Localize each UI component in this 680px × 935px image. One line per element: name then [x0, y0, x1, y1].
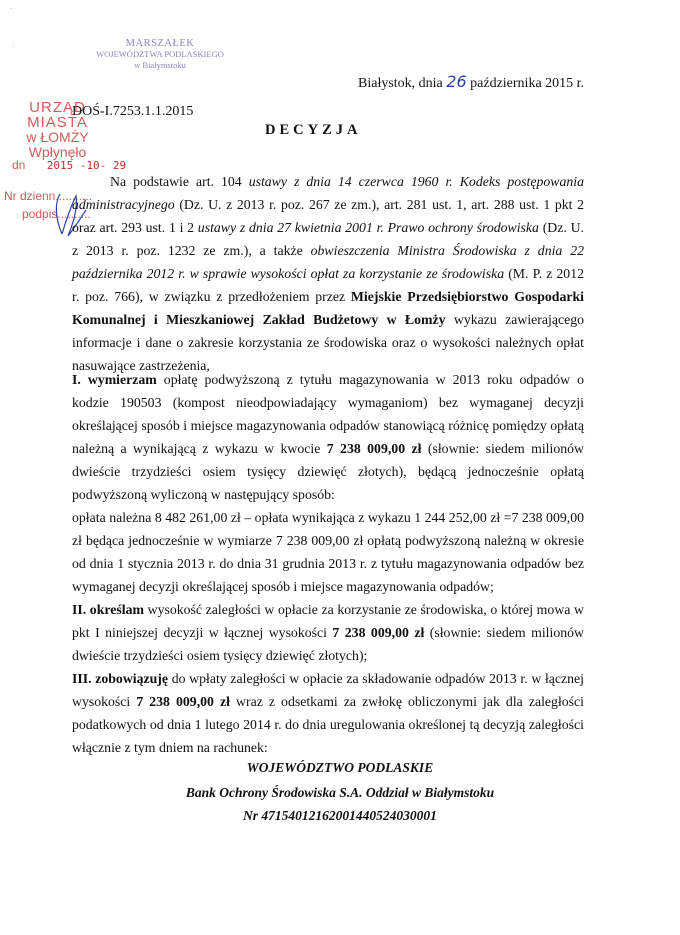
- para-text: (M. P. z 2012 r. poz. 766), w związku z przedłożeniem przez: [72, 266, 584, 304]
- item-text: (słownie: siedem milionów dwieście trzydzieści osiem tysięcy dziewięć złotych);: [72, 625, 584, 663]
- account-bank: Bank Ochrony Środowiska S.A. Oddział w Białymstoku: [185, 785, 495, 800]
- account-holder: WOJEWÓDZTWO PODLASKIE: [246, 760, 434, 775]
- stamp-line: WOJEWÓDZTWA PODLASKIEGO: [96, 49, 224, 59]
- item-text: wysokość zaległości w opłacie za korzystanie ze środowiska, o której mowa w pkt I niniejszej decyzji w łącznej wysokości: [72, 602, 584, 640]
- scan-mark: ·: [10, 5, 13, 13]
- para-text: (Dz. U. z 2013 r. poz. 1232 ze zm.), a także: [72, 220, 584, 258]
- decision-item-2: [72, 598, 584, 667]
- item-amount: 7 238 009,00 zł: [136, 694, 230, 709]
- dn-label: dn: [12, 158, 26, 172]
- nr-dots: ..........: [58, 189, 93, 203]
- decision-items: [72, 368, 584, 759]
- place-date-prefix: Białystok, dnia: [358, 76, 443, 91]
- item-label: III. zobowiązuję: [72, 671, 169, 686]
- stamp-line: w ŁOMŻY: [26, 129, 89, 145]
- legal-basis-paragraph: [72, 170, 584, 377]
- podpis-label: podpis: [22, 207, 58, 221]
- item-text: wraz z odsetkami za zwłokę obliczonymi jak dla zaległości podatkowych od dnia 1 lutego 2014 r. do dnia uregulowania określonej tą decyzją zaległości włącznie z tym dniem na rachunek:: [72, 694, 585, 755]
- decision-item-3: [72, 667, 584, 759]
- statute-ref: ustawy z dnia 27 kwietnia 2001 r. Prawo ochrony środowiska: [197, 220, 539, 235]
- item-label: II. określam: [72, 602, 144, 617]
- statute-ref: ustawy z dnia 14 czerwca 1960 r. Kodeks postępowania administracyjnego: [72, 174, 584, 212]
- stamp-line: URZĄD MIASTA: [27, 99, 88, 131]
- item-text: (słownie: siedem milionów dwieście trzydzieści osiem tysięcy dziewięć złotych), będącą jednocześnie opłatą podwyższoną wyliczoną w następujący sposób:: [72, 441, 585, 502]
- place-date: [358, 72, 584, 92]
- para-text: wykazu zawierającego informacje i dane o zakresie korzystania ze środowiska oraz o wysokości należnych opłat nasuwające zastrzeżenia,: [72, 312, 584, 373]
- receipt-date: 2015 -10- 29: [46, 159, 127, 172]
- item-label: I. wymierzam: [72, 372, 157, 387]
- item-amount: 7 238 009,00 zł: [326, 441, 422, 456]
- account-number: Nr 47154012162001440524030001: [243, 808, 437, 823]
- stamp-line: w Białymstoku: [134, 60, 186, 70]
- item-amount: 7 238 009,00 zł: [332, 625, 425, 640]
- decision-item-1: [72, 368, 584, 506]
- statute-ref: obwieszczenia Ministra Środowiska z dnia 22 października 2012 r. w sprawie wysokości opłat za korzystanie ze środowiska: [72, 243, 584, 281]
- party-name: Miejskie Przedsiębiorstwo Gospodarki Komunalnej i Mieszkaniowej Zakład Budżetowy w Łomży: [72, 289, 584, 327]
- reference-number: DOŚ-I.7253.1.1.2015: [72, 104, 194, 119]
- document-title: DECYZJA: [265, 122, 362, 138]
- nr-label: Nr dzienn.: [4, 189, 59, 203]
- stamp-line: Wpłynęło: [28, 144, 87, 160]
- para-text: Na podstawie art. 104: [110, 174, 249, 189]
- para-text: (Dz. U. z 2013 r. poz. 267 ze zm.), art. 281 ust. 1, art. 288 ust. 1 pkt 2 oraz art. 293 ust. 1 i 2: [72, 197, 584, 235]
- decision-item-1-calculation: opłata należna 8 482 261,00 zł – opłata wynikająca z wykazu 1 244 252,00 zł =7 238 009,00 zł będąca jednocześnie w wymiarze 7 238 009,00 zł opłatą podwyższoną należną w okresie od dnia 1 stycznia 2013 r. do dnia 31 grudnia 2013 r. z tytułu magazynowania odpadów bez wymaganej decyzji określającej sposób i miejsce magazynowania odpadów;: [72, 510, 584, 594]
- stamp-line: MARSZAŁEK: [125, 38, 195, 49]
- scan-mark: ·: [12, 43, 15, 51]
- item-text: do wpłaty zaległości w opłacie za składowanie odpadów 2013 r. w łącznej wysokości: [72, 671, 585, 709]
- handwritten-day: 26: [446, 72, 467, 91]
- place-date-suffix: października 2015 r.: [470, 76, 585, 91]
- marszalek-stamp: [85, 38, 235, 71]
- item-text: opłatę podwyższoną z tytułu magazynowania w 2013 roku odpadów o kodzie 190503 (kompost nieodpowiadający wymaganiom) bez wymaganej decyzji określającej sposób i miejsce magazynowania odpadów stanowiącą różnicę pomiędzy opłatą należną a wynikającą z wykazu w kwocie: [72, 372, 584, 456]
- podpis-dots: ..........: [57, 207, 91, 221]
